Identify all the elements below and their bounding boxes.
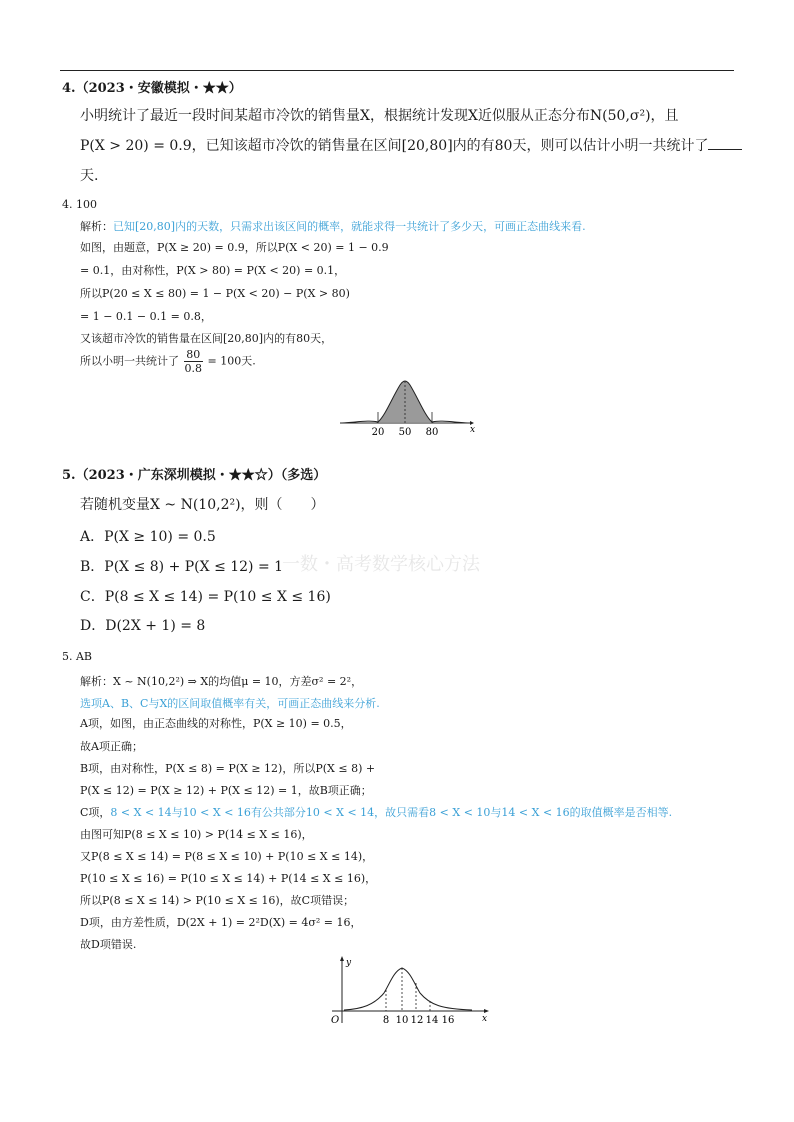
option-b: B．P(X ≤ 8) + P(X ≤ 12) = 1 xyxy=(80,559,284,575)
c-hint: 8 < X < 14与10 < X < 16有公共部分10 < X < 14，故只需看8 < X < 10与14 < X < 16的取值概率是否相等. xyxy=(110,806,673,819)
q4-step-3: 所以P(20 ≤ X ≤ 80) = 1 − P(X < 20) − P(X > 80) xyxy=(80,287,350,300)
q4-step-2: = 0.1，由对称性，P(X > 80) = P(X < 20) = 0.1， xyxy=(80,264,346,277)
q4-stem-line2 xyxy=(80,135,742,155)
tick-label-16: 16 xyxy=(441,1015,455,1026)
tick-label-10: 10 xyxy=(395,1015,409,1026)
q5-header: 5.（2023・广东深圳模拟・★★☆）（多选） xyxy=(62,468,327,483)
q4-stem-line2-text: P(X > 20) = 0.9，已知该超市冷饮的销售量在区间[20,80]内的有80天，则可以估计小明一共统计了 xyxy=(80,138,709,154)
tick-label-8: 8 xyxy=(382,1015,390,1026)
tick-label-20: 20 xyxy=(371,427,385,438)
q4-analysis-line1 xyxy=(80,218,586,234)
c-label: C项， xyxy=(80,806,111,819)
tick-label-12: 12 xyxy=(410,1015,424,1026)
normal-curve-figure-1 xyxy=(340,372,475,440)
q5-analysis-d1: D项，由方差性质，D(2X + 1) = 2²D(X) = 4σ² = 16， xyxy=(80,916,362,929)
answer-blank xyxy=(708,137,742,150)
q4-stem-line1: 小明统计了最近一段时间某超市冷饮的销售量X，根据统计发现X近似服从正态分布N(50,σ²)，且 xyxy=(80,108,679,124)
q4-step-4: = 1 − 0.1 − 0.1 = 0.8， xyxy=(80,310,212,323)
q4-step-6-text: 所以小明一共统计了 xyxy=(80,354,179,368)
q4-header: 4.（2023・安徽模拟・★★） xyxy=(62,81,242,96)
q4-step-6-result: = 100天. xyxy=(207,354,256,368)
q5-analysis-b1: B项，由对称性，P(X ≤ 8) = P(X ≥ 12)，所以P(X ≤ 8) + xyxy=(80,762,376,775)
fraction-denominator: 0.8 xyxy=(184,362,202,375)
tick-label-50: 50 xyxy=(398,427,412,438)
watermark: 一数・高考数学核心方法 xyxy=(282,554,480,575)
analysis-label: 解析： xyxy=(80,220,113,233)
x-axis-label: x xyxy=(470,425,475,435)
bell-curve xyxy=(344,968,472,1010)
y-axis-arrow xyxy=(340,956,344,961)
q5-analysis-c4: 所以P(8 ≤ X ≤ 14) > P(10 ≤ X ≤ 16)，故C项错误； xyxy=(80,894,355,907)
q4-stem-line3: 天. xyxy=(80,168,99,184)
tick-label-80: 80 xyxy=(425,427,439,438)
q5-analysis-1: 解析：X ~ N(10,2²) ⇒ X的均值μ = 10，方差σ² = 2²， xyxy=(80,675,363,688)
q5-analysis-c1: 由图可知P(8 ≤ X ≤ 10) > P(14 ≤ X ≤ 16)， xyxy=(80,828,313,841)
y-axis-label: y xyxy=(346,958,352,968)
q4-step-1: 如图，由题意，P(X ≥ 20) = 0.9，所以P(X < 20) = 1 − 0.9 xyxy=(80,241,389,254)
q4-answer: 4. 100 xyxy=(62,198,97,211)
q5-answer: 5. AB xyxy=(62,650,93,663)
x-axis-arrow xyxy=(484,1009,489,1013)
q5-stem: 若随机变量X ~ N(10,2²)，则（ ） xyxy=(80,497,325,513)
tick-label-14: 14 xyxy=(425,1015,439,1026)
analysis-hint: 已知[20,80]内的天数，只需求出该区间的概率，就能求得一共统计了多少天，可画正态曲线来看. xyxy=(113,220,586,233)
q5-analysis-b2: P(X ≤ 12) = P(X ≥ 12) + P(X ≤ 12) = 1，故B项正确； xyxy=(80,784,372,797)
q5-analysis-a: A项，如图，由正态曲线的对称性，P(X ≥ 10) = 0.5， xyxy=(80,717,352,730)
top-rule xyxy=(60,70,734,71)
normal-curve-figure-2 xyxy=(322,955,492,1033)
fraction-numerator: 80 xyxy=(184,348,204,362)
option-c: C．P(8 ≤ X ≤ 14) = P(10 ≤ X ≤ 16) xyxy=(80,589,331,605)
q5-analysis-a-conclusion: 故A项正确； xyxy=(80,740,143,753)
q4-step-5: 又该超市冷饮的销售量在区间[20,80]内的有80天， xyxy=(80,332,333,345)
q5-analysis-c-hint xyxy=(80,804,672,820)
q5-analysis-c2: 又P(8 ≤ X ≤ 14) = P(8 ≤ X ≤ 10) + P(10 ≤ X ≤ 14)， xyxy=(80,850,374,863)
q4-step-6 xyxy=(80,348,256,375)
option-d: D．D(2X + 1) = 8 xyxy=(80,618,206,634)
fraction xyxy=(184,348,204,375)
x-axis-label: x xyxy=(482,1014,488,1024)
q5-analysis-hint: 选项A、B、C与X的区间取值概率有关，可画正态曲线来分析. xyxy=(80,697,380,710)
origin-label: O xyxy=(331,1015,340,1026)
option-a: A．P(X ≥ 10) = 0.5 xyxy=(80,529,216,545)
q5-analysis-c3: P(10 ≤ X ≤ 16) = P(10 ≤ X ≤ 14) + P(14 ≤ X ≤ 16)， xyxy=(80,872,377,885)
q5-analysis-d2: 故D项错误. xyxy=(80,938,137,951)
